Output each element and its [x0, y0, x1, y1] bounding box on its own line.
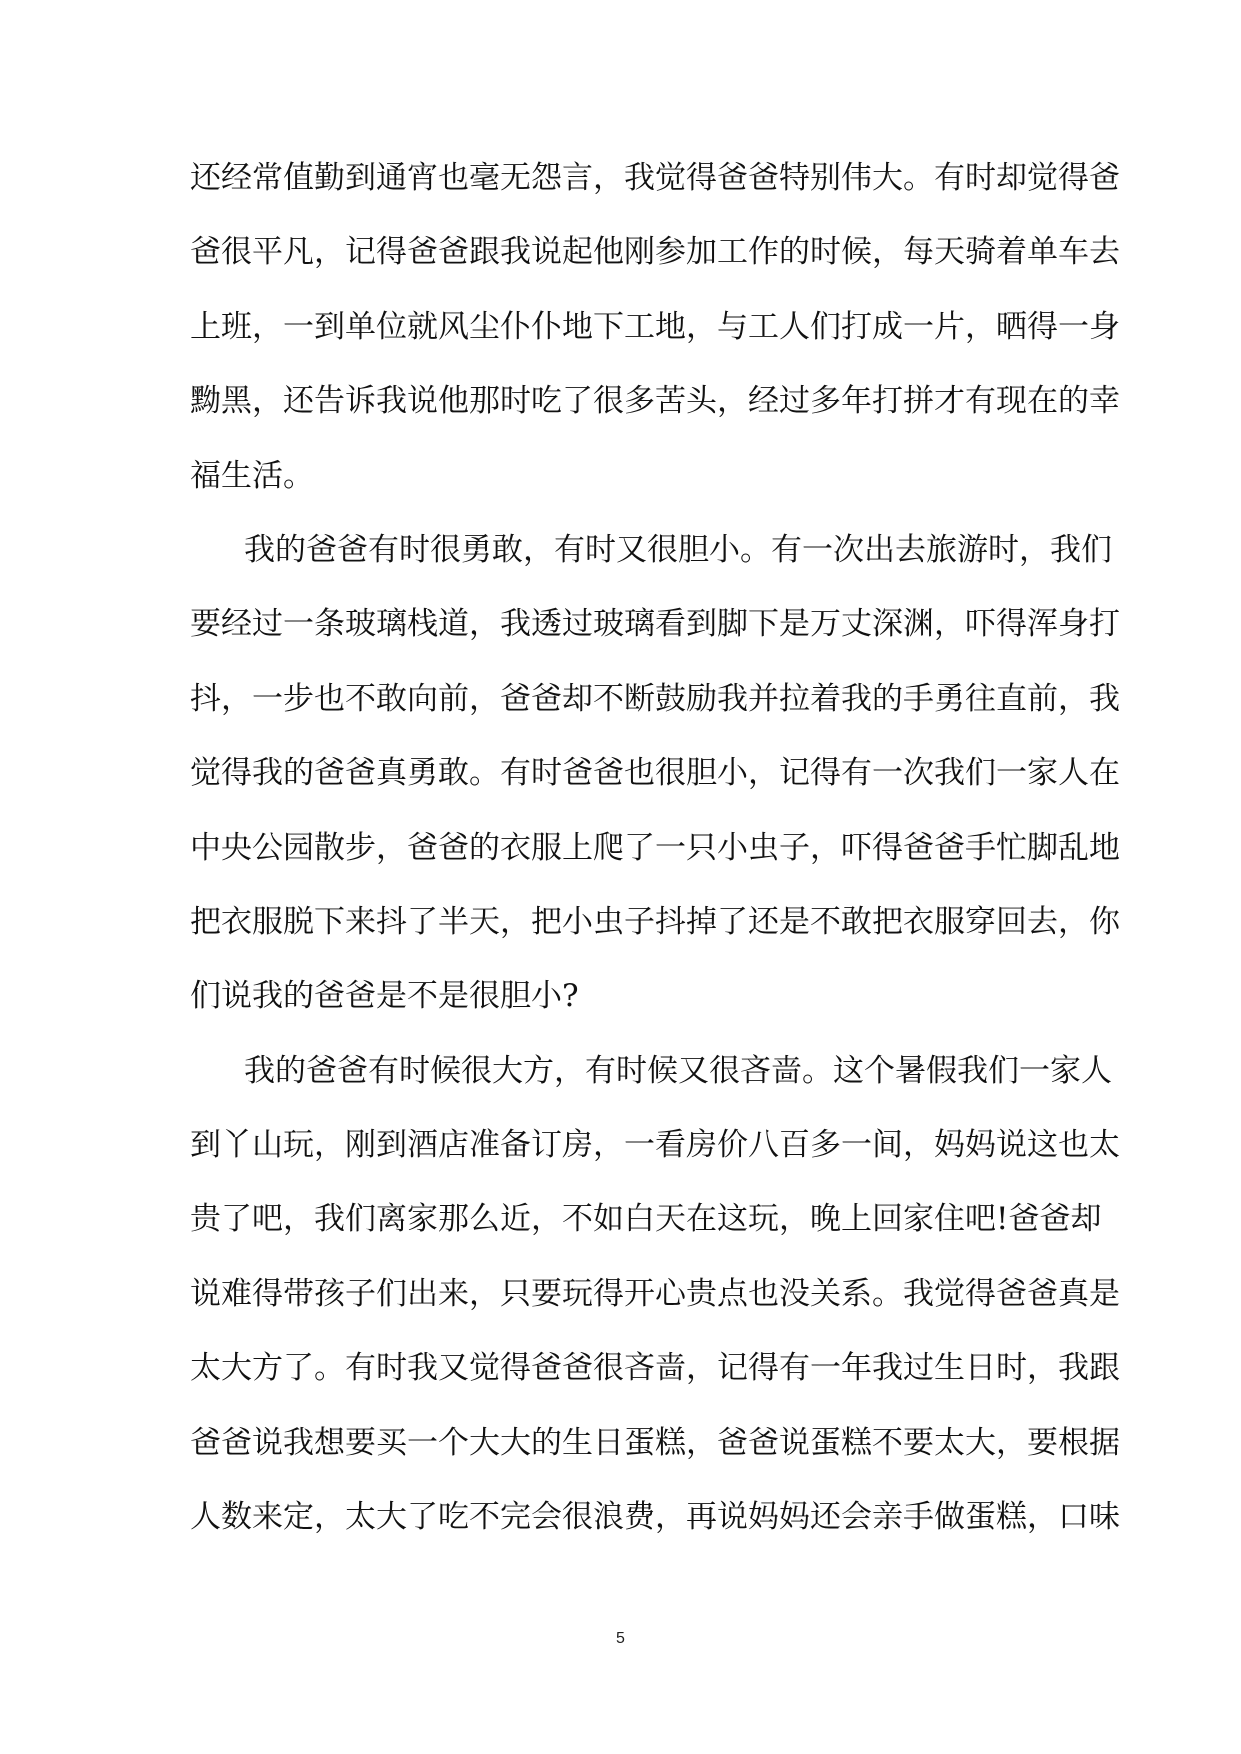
text-line: 抖，一步也不敢向前，爸爸却不断鼓励我并拉着我的手勇往直前，我: [190, 680, 1120, 717]
text-line: 爸很平凡，记得爸爸跟我说起他刚参加工作的时候，每天骑着单车去: [190, 234, 1120, 271]
text-line: 到丫山玩，刚到酒店准备订房，一看房价八百多一间，妈妈说这也太: [190, 1127, 1120, 1164]
text-line: 人数来定，太大了吃不完会很浪费，再说妈妈还会亲手做蛋糕，口味: [190, 1499, 1120, 1536]
text-line: 中央公园散步，爸爸的衣服上爬了一只小虫子，吓得爸爸手忙脚乱地: [190, 829, 1120, 866]
text-line: 上班，一到单位就风尘仆仆地下工地，与工人们打成一片，晒得一身: [190, 308, 1120, 345]
text-line: 还经常值勤到通宵也毫无怨言，我觉得爸爸特别伟大。有时却觉得爸: [190, 160, 1120, 196]
text-line: 黝黑，还告诉我说他那时吃了很多苦头，经过多年打拼才有现在的幸: [190, 383, 1120, 420]
text-line: 觉得我的爸爸真勇敢。有时爸爸也很胆小，记得有一次我们一家人在: [190, 755, 1120, 792]
text-line: 要经过一条玻璃栈道，我透过玻璃看到脚下是万丈深渊，吓得浑身打: [190, 606, 1120, 643]
text-line: 爸爸说我想要买一个大大的生日蛋糕，爸爸说蛋糕不要太大，要根据: [190, 1424, 1120, 1461]
text-line: 贵了吧，我们离家那么近，不如白天在这玩，晚上回家住吧!爸爸却: [190, 1201, 1102, 1238]
text-line: 们说我的爸爸是不是很胆小?: [190, 978, 579, 1015]
text-line: 太大方了。有时我又觉得爸爸很吝啬，记得有一年我过生日时，我跟: [190, 1350, 1120, 1387]
page-number: 5: [616, 1630, 625, 1647]
paragraph-first-line: 我的爸爸有时候很大方，有时候又很吝啬。这个暑假我们一家人: [244, 1052, 1112, 1089]
text-line: 把衣服脱下来抖了半天，把小虫子抖掉了还是不敢把衣服穿回去，你: [190, 903, 1120, 940]
text-line: 福生活。: [190, 457, 314, 494]
text-line: 说难得带孩子们出来，只要玩得开心贵点也没关系。我觉得爸爸真是: [190, 1275, 1120, 1312]
body-text: [190, 141, 1120, 1554]
paragraph-first-line: 我的爸爸有时很勇敢，有时又很胆小。有一次出去旅游时，我们: [244, 531, 1112, 568]
